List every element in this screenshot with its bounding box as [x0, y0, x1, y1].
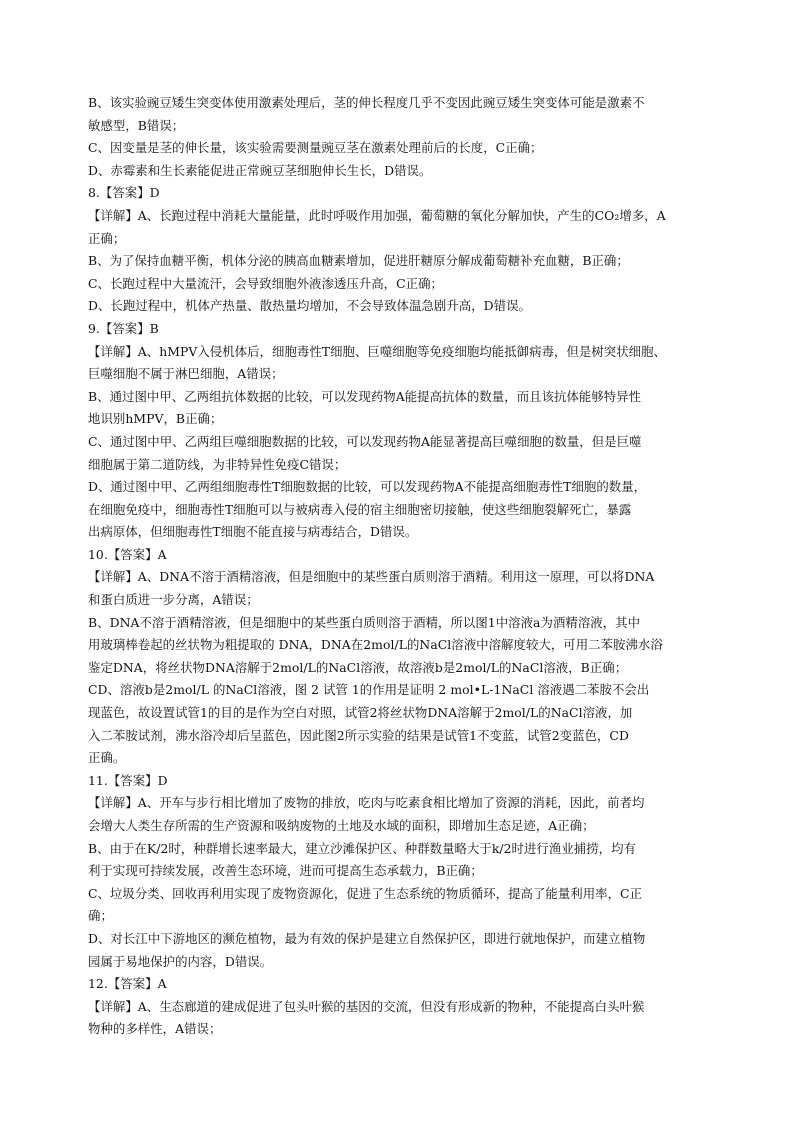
text-line: CD、溶液b是2mol/L 的NaCl溶液，图 2 试管 1的作用是证明 2 mol•L-1NaCl 溶液遇二苯胺不会出: [88, 682, 650, 698]
text-line: 物种的多样性，A错误；: [88, 1021, 222, 1037]
text-line: C、长跑过程中大量流汗，会导致细胞外液渗透压升高，C正确；: [88, 275, 443, 291]
text-line: 12.【答案】A: [88, 976, 167, 992]
text-line: 11.【答案】D: [88, 772, 168, 788]
text-line: 细胞属于第二道防线，为非特异性免疫C错误；: [88, 456, 347, 472]
text-line: D、赤霉素和生长素能促进正常豌豆茎细胞伸长生长，D错误。: [88, 162, 432, 178]
text-line: 园属于易地保护的内容，D错误。: [88, 953, 273, 969]
text-line: C、垃圾分类、回收再利用实现了废物资源化，促进了生态系统的物质循环，提高了能量利用率，C正: [88, 885, 643, 901]
text-line: 地识别hMPV，B正确；: [88, 411, 223, 427]
text-line: 确；: [88, 908, 113, 924]
text-line: 【详解】A、DNA不溶于酒精溶液，但是细胞中的某些蛋白质则溶于酒精。利用这一原理，可以将DNA: [88, 569, 655, 585]
answer-explanations: [88, 92, 718, 1041]
text-line: 【详解】A、长跑过程中消耗大量能量，此时呼吸作用加强，葡萄糖的氧化分解加快，产生的CO₂增多，A: [88, 207, 666, 223]
text-line: C、通过图中甲、乙两组巨噬细胞数据的比较，可以发现药物A能显著提高巨噬细胞的数量，但是巨噬: [88, 433, 642, 449]
text-line: B、该实验豌豆矮生突变体使用激素处理后，茎的伸长程度几乎不变因此豌豆矮生突变体可能是激素不: [88, 95, 645, 110]
text-line: 【详解】A、hMPV入侵机体后，细胞毒性T细胞、巨噬细胞等免疫细胞均能抵御病毒，但是树突状细胞、: [88, 343, 666, 359]
text-line: B、DNA不溶于酒精溶液，但是细胞中的某些蛋白质则溶于酒精，所以图1中溶液a为酒精溶液，其中: [88, 614, 641, 630]
text-line: 敏感型，B错误；: [88, 117, 185, 133]
text-line: 8.【答案】D: [88, 185, 160, 201]
text-line: 9.【答案】B: [88, 320, 159, 336]
text-line: D、对长江中下游地区的濒危植物，最为有效的保护是建立自然保护区，即进行就地保护，而建立植物: [88, 930, 646, 946]
text-line: 【详解】A、生态廊道的建成促进了包头叶猴的基因的交流，但没有形成新的物种，不能提高白头叶猴: [88, 998, 645, 1014]
text-line: 巨噬细胞不属于淋巴细胞，A错误；: [88, 366, 284, 382]
text-line: 鉴定DNA，将丝状物DNA溶解于2mol/L的NaCl溶液，故溶液b是2mol/L的NaCl溶液，B正确；: [88, 659, 628, 675]
text-line: 和蛋白质进一步分离，A错误；: [88, 592, 259, 608]
text-line: 正确；: [88, 230, 126, 246]
text-line: D、长跑过程中，机体产热量、散热量均增加，不会导致体温急剧升高，D错误。: [88, 298, 531, 314]
text-line: 会增大人类生存所需的生产资源和吸纳废物的土地及水域的面积，即增加生态足迹，A正确；: [88, 818, 595, 833]
text-line: D、通过图中甲、乙两组细胞毒性T细胞数据的比较，可以发现药物A不能提高细胞毒性T细胞的数量，: [88, 479, 647, 495]
text-line: 利于实现可持续发展，改善生态环境，进而可提高生态承载力，B正确；: [88, 863, 483, 879]
text-line: 10.【答案】A: [88, 546, 167, 562]
text-line: 入二苯胺试剂，沸水浴冷却后呈蓝色，因此图2所示实验的结果是试管1不变蓝，试管2变蓝色，CD: [88, 727, 629, 743]
text-line: 正确。: [88, 750, 126, 766]
text-line: 在细胞免疫中，细胞毒性T细胞可以与被病毒入侵的宿主细胞密切接触，使这些细胞裂解死亡，暴露: [88, 501, 632, 517]
text-line: B、为了保持血糖平衡，机体分泌的胰高血糖素增加，促进肝糖原分解成葡萄糖补充血糖，B正确；: [88, 253, 629, 269]
text-line: B、通过图中甲、乙两组抗体数据的比较，可以发现药物A能提高抗体的数量，而且该抗体能够特异性: [88, 388, 642, 404]
text-line: 用玻璃棒卷起的丝状物为粗提取的 DNA，DNA在2mol/L的NaCl溶液中溶解度较大，可用二苯胺沸水浴: [88, 637, 663, 653]
text-line: 【详解】A、开车与步行相比增加了废物的排放，吃肉与吃素食相比增加了资源的消耗，因此，前者均: [88, 795, 645, 811]
text-line: B、由于在K/2时，种群增长速率最大，建立沙滩保护区、种群数量略大于k/2时进行渔业捕捞，均有: [88, 840, 636, 856]
text-line: C、因变量是茎的伸长量，该实验需要测量豌豆茎在激素处理前后的长度，C正确；: [88, 140, 543, 156]
text-line: 出病原体，但细胞毒性T细胞不能直接与病毒结合，D错误。: [88, 524, 418, 540]
text-line: 现蓝色，故设置试管1的目的是作为空白对照，试管2将丝状物DNA溶解于2mol/L的NaCl溶液，加: [88, 705, 633, 721]
